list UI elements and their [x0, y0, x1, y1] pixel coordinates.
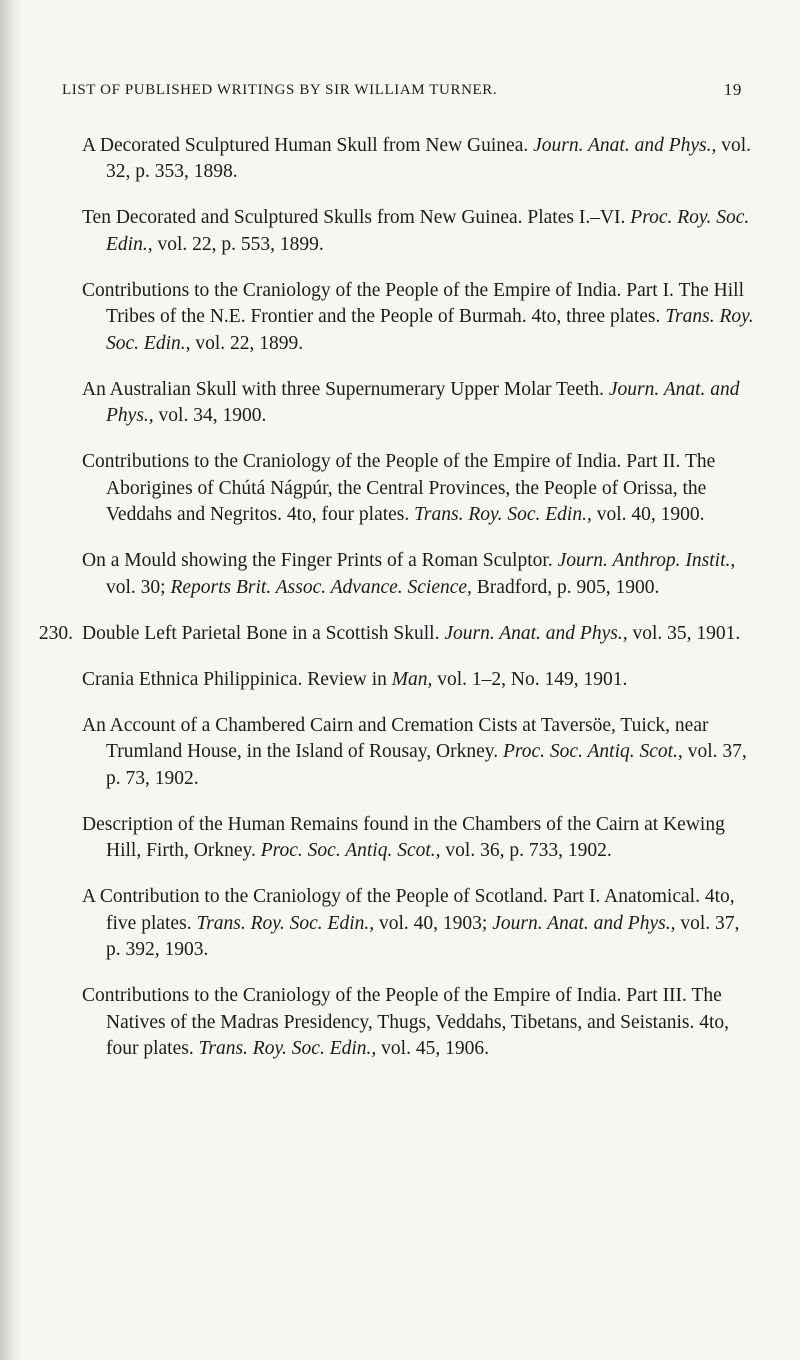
entry-citation: Proc. Roy. Soc. Edin., [106, 207, 750, 255]
entry-details: vol. 32, p. 353, 1898. [106, 134, 752, 182]
entry-citation: Trans. Roy. Soc. Edin., [196, 912, 375, 934]
entry-citation: Proc. Soc. Antiq. Scot., [260, 840, 441, 861]
entry-citation: Proc. Soc. Antiq. Scot., [503, 741, 683, 762]
entry-title: An Account of a Chambered Cairn and Cremation Cists at Taversöe, Tuick, near Trumland House, in the Island of Rousay, Orkney. [82, 714, 709, 762]
entry-details: vol. 22, 1899. [190, 332, 304, 354]
entry-details: vol. 30; [106, 576, 166, 598]
bibliography-entry [38, 621, 758, 648]
entry-number: 230. [38, 622, 73, 644]
entry-citation-secondary: Journ. Anat. and Phys., [492, 912, 676, 934]
bibliography-entry [82, 812, 758, 865]
bibliography-list [38, 113, 758, 1075]
entry-title: Ten Decorated and Sculptured Skulls from New Guinea. Plates I.–VI. [82, 207, 626, 228]
entry-citation-secondary: Reports Brit. Assoc. Advance. Science, [170, 576, 472, 598]
page-gutter-shadow [0, 0, 22, 1360]
entry-title: On a Mould showing the Finger Prints of a Roman Sculptor. [82, 550, 553, 571]
entry-title: A Decorated Sculptured Human Skull from New Guinea. [82, 134, 529, 156]
entry-title: Double Left Parietal Bone in a Scottish Skull. [82, 622, 440, 644]
entry-details: vol. 40, 1900. [591, 504, 705, 525]
bibliography-entry [82, 133, 758, 186]
entry-citation: Man, [391, 668, 433, 690]
entry-citation: Journ. Anat. and Phys., [444, 622, 628, 644]
entry-citation: Journ. Anat. and Phys., [106, 378, 740, 426]
bibliography-entry [82, 884, 758, 964]
entry-details-secondary: Bradford, p. 905, 1900. [471, 576, 660, 598]
bibliography-entry [82, 205, 758, 258]
bibliography-entry [82, 278, 758, 358]
page-number: 19 [723, 80, 742, 99]
entry-details-secondary: vol. 37, p. 392, 1903. [106, 912, 740, 960]
entry-citation: Journ. Anat. and Phys., [533, 134, 717, 156]
entry-details: vol. 1–2, No. 149, 1901. [432, 668, 628, 690]
entry-details: vol. 36, p. 733, 1902. [440, 840, 612, 861]
entry-title: Contributions to the Craniology of the People of the Empire of India. Part I. The Hill Tribes of the N.E. Frontier and the People of Burmah. 4to, three plates. [82, 279, 744, 327]
entry-details: vol. 45, 1906. [376, 1038, 489, 1059]
entry-details: vol. 22, p. 553, 1899. [152, 233, 324, 255]
entry-title: Description of the Human Remains found in the Chambers of the Cairn at Kewing Hill, Firth, Orkney. [82, 813, 725, 861]
entry-title: Contributions to the Craniology of the People of the Empire of India. Part II. The Aborigines of Chútá Nágpúr, the Central Provinces, the People of Orissa, the Veddahs and Negritos. 4to, four plates. [82, 451, 716, 525]
running-header [62, 82, 742, 108]
entry-citation: Trans. Roy. Soc. Edin., [198, 1038, 377, 1059]
entry-details: vol. 37, p. 73, 1902. [106, 741, 747, 789]
bibliography-entry [82, 377, 758, 430]
entry-details: vol. 35, 1901. [627, 622, 741, 644]
entry-citation: Trans. Roy. Soc. Edin., [106, 306, 754, 354]
entry-citation: Trans. Roy. Soc. Edin., [414, 504, 592, 525]
entry-title: Contributions to the Craniology of the People of the Empire of India. Part III. The Natives of the Madras Presidency, Thugs, Veddahs, Tibetans, and Seistanis. 4to, four plates. [82, 985, 730, 1059]
entry-details: vol. 40, 1903; [374, 912, 488, 934]
running-header-title: LIST OF PUBLISHED WRITINGS BY SIR WILLIAM TURNER. [62, 82, 498, 98]
bibliography-entry [82, 449, 758, 529]
bibliography-entry [82, 548, 758, 601]
bibliography-entry [82, 713, 758, 793]
entry-title: A Contribution to the Craniology of the People of Scotland. Part I. Anatomical. 4to, five plates. [82, 886, 735, 934]
entry-title: Crania Ethnica Philippinica. Review in [82, 668, 387, 690]
entry-title: An Australian Skull with three Supernumerary Upper Molar Teeth. [82, 378, 604, 400]
bibliography-entry [82, 667, 758, 694]
bibliography-entry [82, 983, 758, 1063]
entry-details: vol. 34, 1900. [153, 405, 267, 426]
entry-citation: Journ. Anthrop. Instit., [557, 550, 736, 571]
